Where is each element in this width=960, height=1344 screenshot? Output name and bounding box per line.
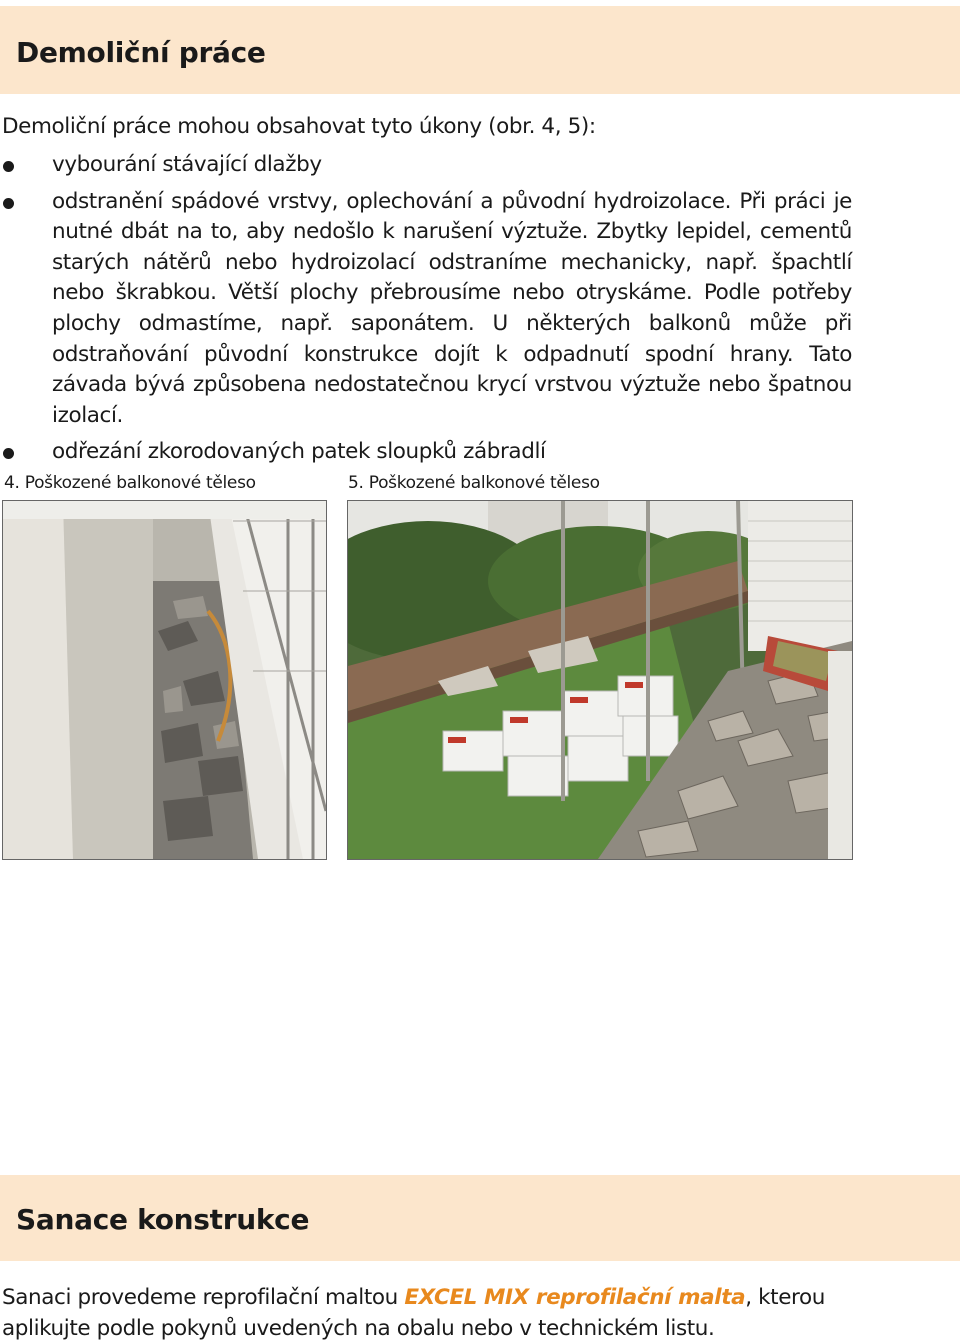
bullet-icon [3,198,14,209]
bullet-list [0,150,852,474]
section-title: Demoliční práce [16,36,266,69]
intro-paragraph: Demoliční práce mohou obsahovat tyto úkony (obr. 4, 5): [2,114,596,139]
list-item-text: odstranění spádové vrstvy, oplechování a původní hydroizolace. Při práci je nutné dbát na to, aby nedošlo k narušení výztuže. Zbytky lepidel, cementů starých nátěrů nebo hydroizolací odstraníme mechanicky, např. špachtlí nebo škrabkou. Větší plochy přebrousíme nebo otryskáme. Podle potřeby plochy odmastíme, např. saponátem. U některých balkonů může při odstraňování původní konstrukce dojít k odpadnutí spodní hrany. Tato závada bývá způsobena nedostatečnou krycí vrstvou výztuže nebo špatnou izolací. [52,188,852,428]
bullet-icon [3,161,14,172]
paragraph-text: Sanaci provedeme reprofilační maltou [2,1285,405,1310]
list-item [0,150,852,181]
section-header-restoration [0,1175,960,1261]
list-item-text: odřezání zkorodovaných patek sloupků zábradlí [52,439,546,465]
paragraph-text: , kterou aplikujte podle pokynů uvedených na obalu nebo v technickém listu. [2,1285,825,1341]
list-item-text: vybourání stávající dlažby [52,152,322,177]
restoration-paragraph [2,1283,854,1344]
section-header-demolition [0,6,960,94]
list-item [0,437,852,468]
product-name: EXCEL MIX reprofilační malta [404,1285,746,1310]
list-item [0,187,852,432]
section-title: Sanace konstrukce [16,1203,310,1236]
photo-damaged-balcony-1 [2,500,327,860]
photo-damaged-balcony-2 [347,500,853,860]
bullet-icon [3,448,14,459]
figure-caption: 4. Poškozené balkonové těleso [4,473,256,493]
figure-caption: 5. Poškozené balkonové těleso [348,473,600,493]
